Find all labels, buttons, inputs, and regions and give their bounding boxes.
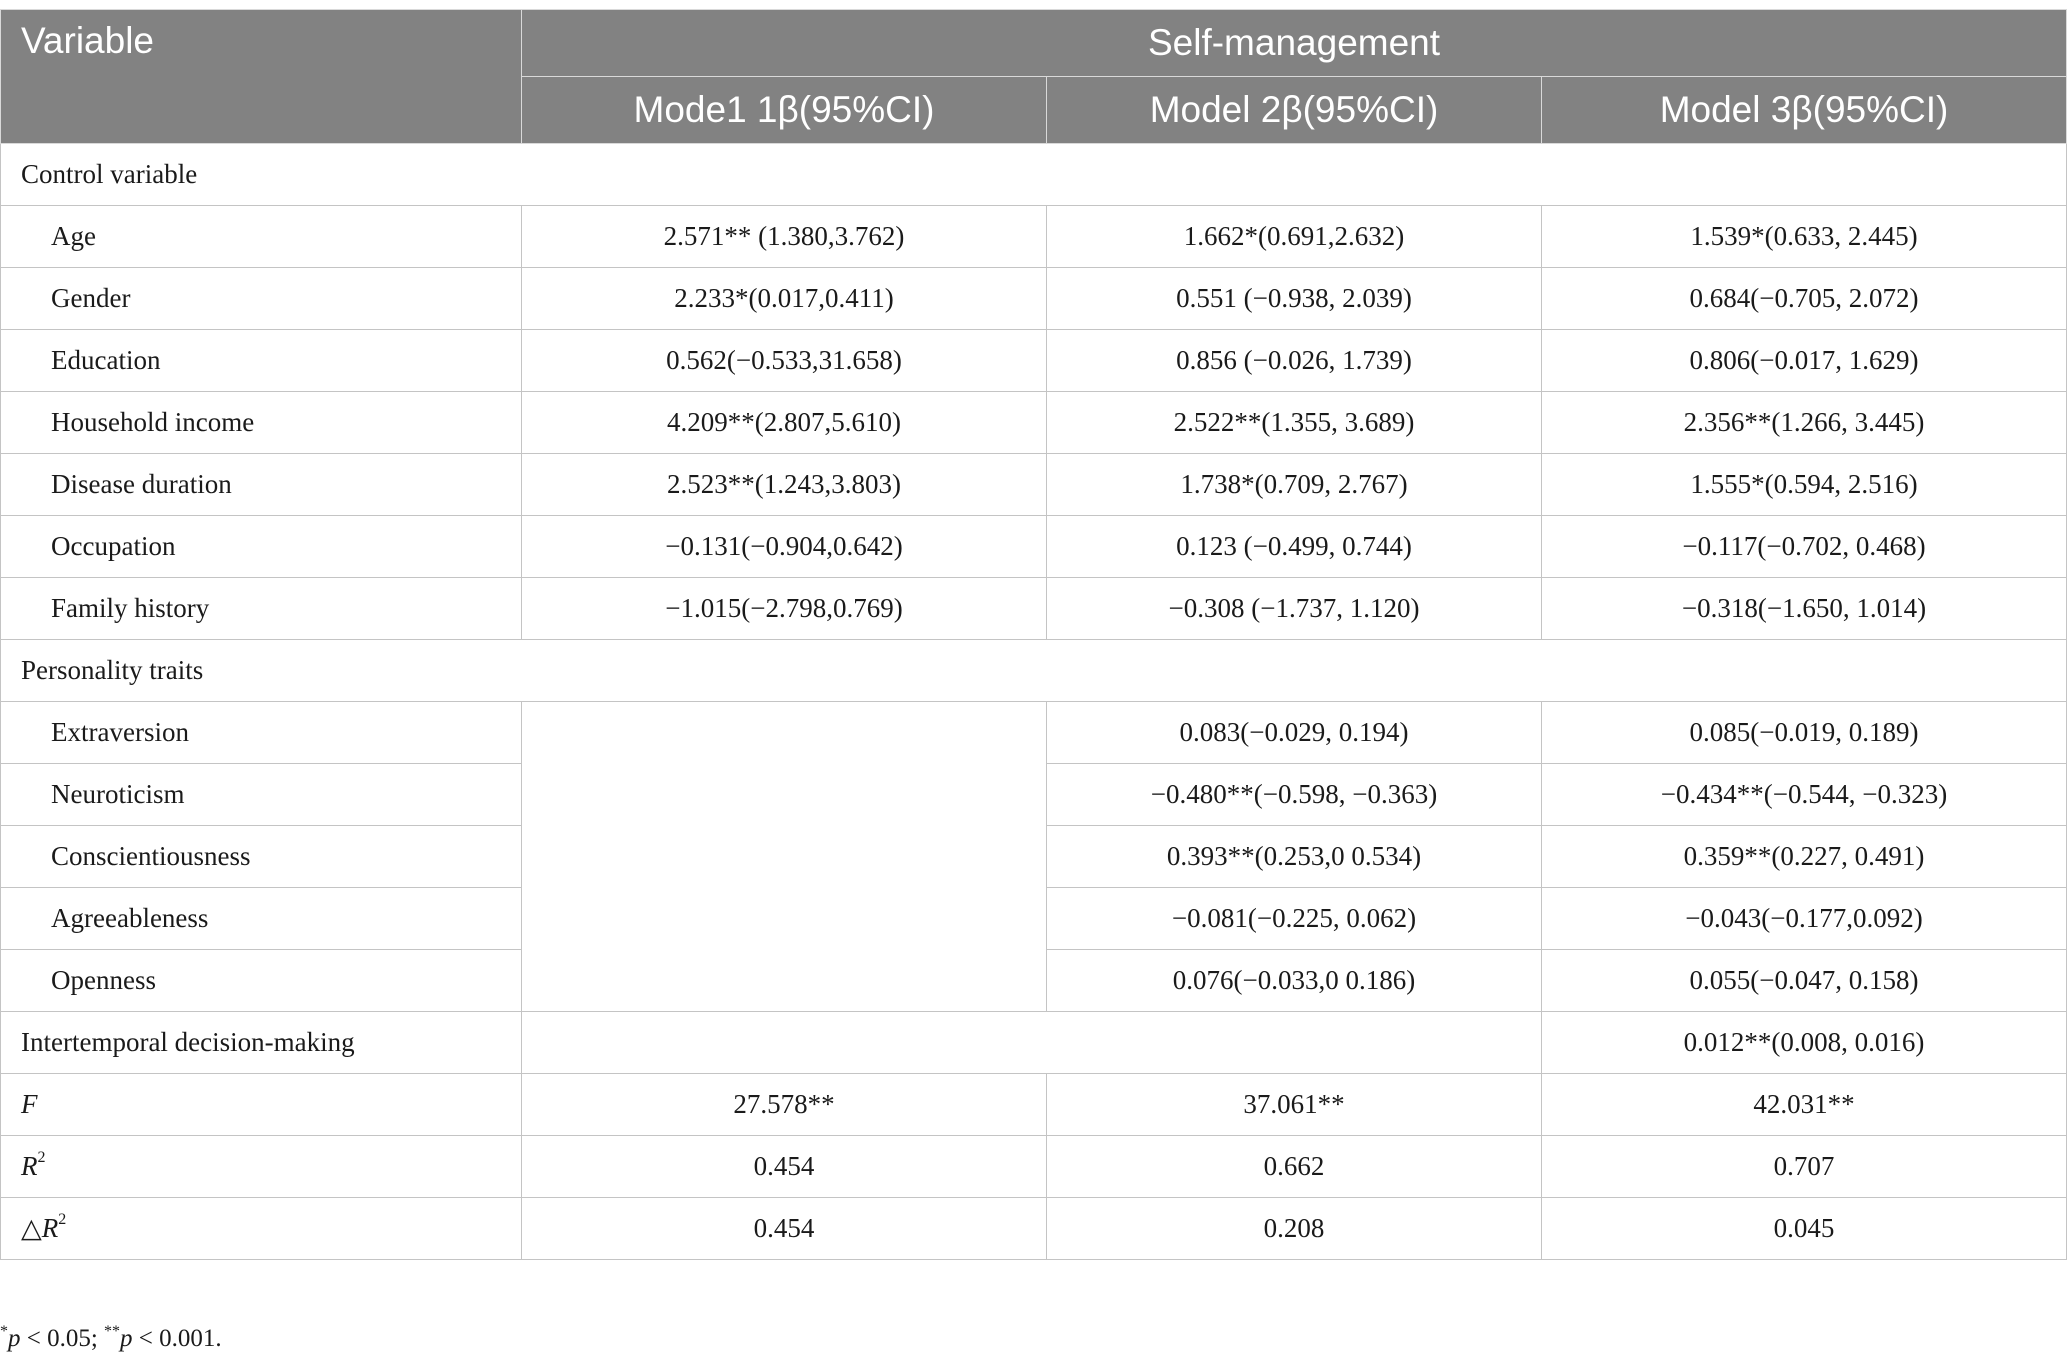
row-label: Intertemporal decision-making [1, 1012, 522, 1074]
cell-model-2: 0.393**(0.253,0 0.534) [1047, 826, 1542, 888]
cell-model-2: 1.662*(0.691,2.632) [1047, 206, 1542, 268]
cell-model-3: 0.055(−0.047, 0.158) [1542, 950, 2067, 1012]
cell-model-3: 0.806(−0.017, 1.629) [1542, 330, 2067, 392]
row-label-f: F [1, 1074, 522, 1136]
table-row-delta-r2 [1, 1198, 2067, 1260]
row-label: Conscientiousness [1, 826, 522, 888]
triangle-icon: △ [21, 1213, 42, 1244]
header-variable: Variable [1, 10, 522, 144]
cell-model-1: 2.233*(0.017,0.411) [522, 268, 1047, 330]
row-label-delta-r2: $\triangle R^2$ [1, 1198, 522, 1260]
cell-model-3: 0.684(−0.705, 2.072) [1542, 268, 2067, 330]
cell-model-2: 0.083(−0.029, 0.194) [1047, 702, 1542, 764]
cell-model-3: 0.359**(0.227, 0.491) [1542, 826, 2067, 888]
cell-model-3: 1.555*(0.594, 2.516) [1542, 454, 2067, 516]
cell-model-2: 0.208 [1047, 1198, 1542, 1260]
row-label: Disease duration [1, 454, 522, 516]
cell-model-3: 0.012**(0.008, 0.016) [1542, 1012, 2067, 1074]
row-label: Household income [1, 392, 522, 454]
cell-model-2: −0.480**(−0.598, −0.363) [1047, 764, 1542, 826]
cell-model-1: −0.131(−0.904,0.642) [522, 516, 1047, 578]
table-row [1, 392, 2067, 454]
table-row [1, 1012, 2067, 1074]
cell-model-2: −0.308 (−1.737, 1.120) [1047, 578, 1542, 640]
row-label: Neuroticism [1, 764, 522, 826]
row-label: Gender [1, 268, 522, 330]
row-label: Occupation [1, 516, 522, 578]
header-model-3: Model 3β(95%CI) [1542, 77, 2067, 144]
row-label-r2: $R^2$ [1, 1136, 522, 1198]
cell-model-3: 42.031** [1542, 1074, 2067, 1136]
table-row [1, 702, 2067, 764]
cell-model-3: −0.434**(−0.544, −0.323) [1542, 764, 2067, 826]
table-row-f [1, 1074, 2067, 1136]
row-label: Family history [1, 578, 522, 640]
row-label: Age [1, 206, 522, 268]
cell-model-1: 0.562(−0.533,31.658) [522, 330, 1047, 392]
cell-model-3: 0.707 [1542, 1136, 2067, 1198]
table-row [1, 330, 2067, 392]
cell-model-3: 1.539*(0.633, 2.445) [1542, 206, 2067, 268]
cell-model-1: 0.454 [522, 1198, 1047, 1260]
row-label: Openness [1, 950, 522, 1012]
cell-model-3: −0.117(−0.702, 0.468) [1542, 516, 2067, 578]
cell-model-2: 0.662 [1047, 1136, 1542, 1198]
cell-model-2: −0.081(−0.225, 0.062) [1047, 888, 1542, 950]
header-self-management: Self-management [522, 10, 2067, 77]
cell-model-2: 0.123 (−0.499, 0.744) [1047, 516, 1542, 578]
cell-model-2: 0.551 (−0.938, 2.039) [1047, 268, 1542, 330]
header-model-2: Model 2β(95%CI) [1047, 77, 1542, 144]
cell-model-1: 2.571** (1.380,3.762) [522, 206, 1047, 268]
cell-model-3: 2.356**(1.266, 3.445) [1542, 392, 2067, 454]
cell-model-1: 27.578** [522, 1074, 1047, 1136]
cell-model-2: 0.856 (−0.026, 1.739) [1047, 330, 1542, 392]
cell-model-2: 2.522**(1.355, 3.689) [1047, 392, 1542, 454]
cell-model-3: 0.045 [1542, 1198, 2067, 1260]
row-label: Extraversion [1, 702, 522, 764]
cell-model-3: −0.318(−1.650, 1.014) [1542, 578, 2067, 640]
cell-model-2: 37.061** [1047, 1074, 1542, 1136]
table-row [1, 206, 2067, 268]
table-row-r2 [1, 1136, 2067, 1198]
table-row [1, 268, 2067, 330]
table-row [1, 578, 2067, 640]
section-row-control [1, 144, 2067, 206]
cell-model-1: −1.015(−2.798,0.769) [522, 578, 1047, 640]
section-label: Control variable [1, 144, 2067, 206]
cell-model-2: 0.076(−0.033,0 0.186) [1047, 950, 1542, 1012]
regression-table [0, 9, 2067, 1260]
row-label: Agreeableness [1, 888, 522, 950]
cell-model-3: −0.043(−0.177,0.092) [1542, 888, 2067, 950]
section-label: Personality traits [1, 640, 2067, 702]
cell-model-3: 0.085(−0.019, 0.189) [1542, 702, 2067, 764]
table-row [1, 454, 2067, 516]
cell-model-1: 2.523**(1.243,3.803) [522, 454, 1047, 516]
empty-model-1-2-cell [522, 1012, 1542, 1074]
table-row [1, 516, 2067, 578]
section-row-personality [1, 640, 2067, 702]
cell-model-1: 0.454 [522, 1136, 1047, 1198]
cell-model-2: 1.738*(0.709, 2.767) [1047, 454, 1542, 516]
table-footnote: *p < 0.05; **p < 0.001. [0, 1323, 222, 1352]
empty-model-1-block [522, 702, 1047, 1012]
row-label: Education [1, 330, 522, 392]
cell-model-1: 4.209**(2.807,5.610) [522, 392, 1047, 454]
header-model-1: Mode1 1β(95%CI) [522, 77, 1047, 144]
